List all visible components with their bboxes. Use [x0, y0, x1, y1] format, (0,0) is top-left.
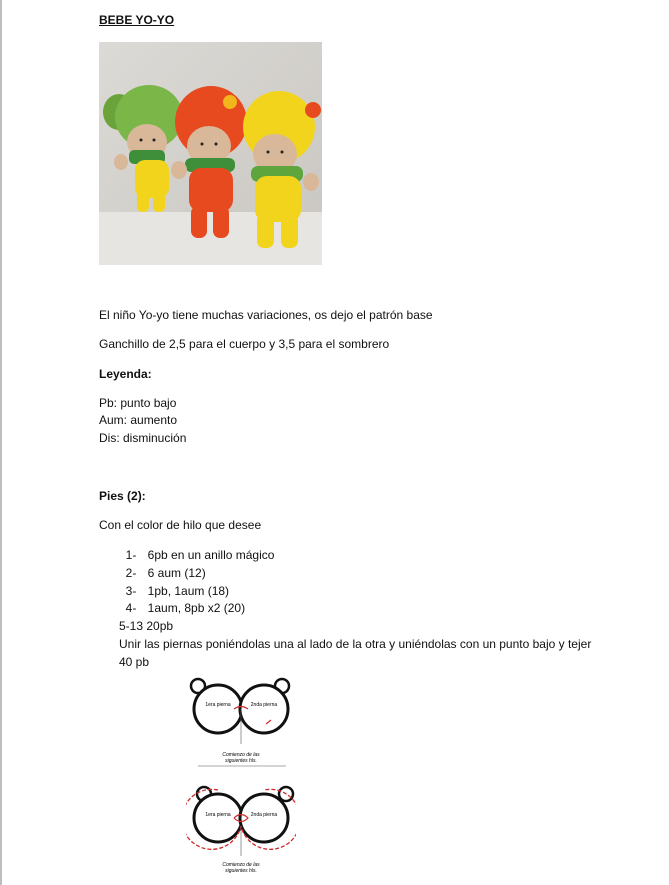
- leg2-label: 2nda pierna: [250, 812, 278, 818]
- feet-steps-list: [119, 547, 619, 672]
- leg2-label: 2nda pierna: [250, 702, 278, 708]
- list-item: 2- 6 aum (12): [125, 565, 206, 580]
- caption-line1: Comienzo de las: [222, 752, 260, 758]
- rows-text: 5-13 20pb: [119, 619, 174, 634]
- legend-item: Pb: punto bajo: [99, 396, 177, 410]
- caption-line1: Comienzo de las: [222, 862, 260, 868]
- page-edge: [0, 0, 2, 885]
- list-item: 1- 6pb en un anillo mágico: [125, 548, 275, 562]
- feet-heading: Pies (2):: [99, 489, 146, 503]
- list-item: 3- 1pb, 1aum (18): [125, 583, 230, 598]
- caption-line2: siguientes hls.: [225, 868, 257, 874]
- leg1-label: 1era pierna: [205, 812, 231, 818]
- list-item: 4- 1aum, 8pb x2 (20): [125, 601, 246, 616]
- intro-text: El niño Yo-yo tiene muchas variaciones, os dejo el patrón base: [99, 308, 433, 322]
- amigurumi-dolls-photo: [99, 42, 322, 265]
- join-instruction: Unir las piernas poniéndolas una al lado de la otra y uniéndolas con un punto bajo y tejer: [119, 636, 592, 651]
- document-title: BEBE YO-YO: [99, 13, 175, 27]
- leg1-label: 1era pierna: [205, 702, 231, 708]
- legend-item: Dis: disminución: [99, 431, 187, 445]
- hook-text: Ganchillo de 2,5 para el cuerpo y 3,5 para el sombrero: [99, 337, 390, 351]
- legend-item: Aum: aumento: [99, 413, 178, 427]
- legend-heading: Leyenda:: [99, 367, 152, 381]
- join-instruction-cont: 40 pb: [119, 654, 150, 669]
- legs-join-diagram: [186, 676, 296, 876]
- feet-note: Con el color de hilo que desee: [99, 518, 262, 532]
- caption-line2: siguientes hls.: [225, 758, 257, 764]
